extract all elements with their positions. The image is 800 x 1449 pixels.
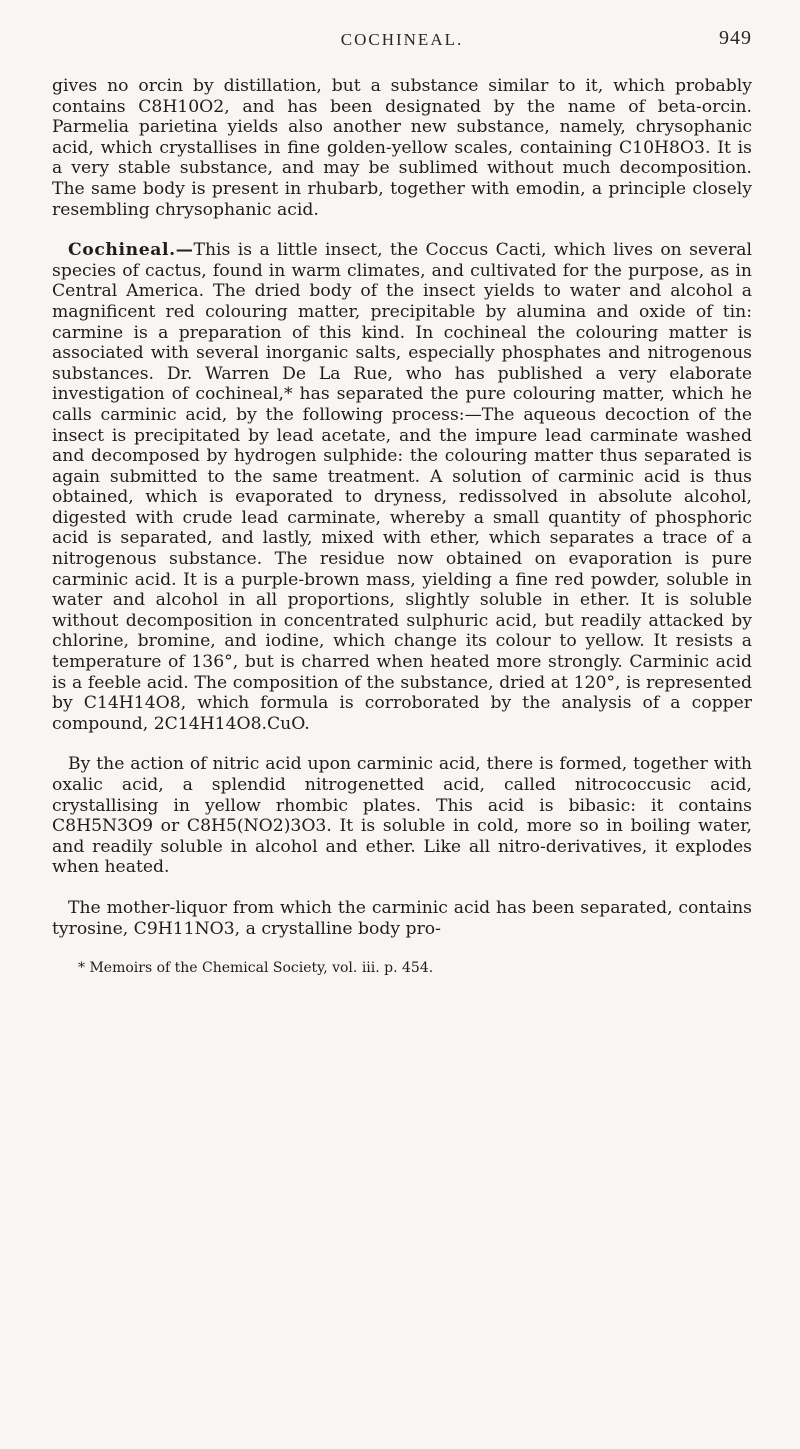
paragraph-nitric-acid: By the action of nitric acid upon carminic acid, there is formed, together with oxalic acid, a splendid nitrogenetted acid, called nitrococcusic acid, crystallising in yellow rhombic plates. This acid is bibasic: it contains C8H5N3O9 or C8H5(NO2)3O3. It is soluble in cold, more so in boiling water, and readily soluble in alcohol and ether. Like all nitro-derivatives, it explodes when heated. — [52, 754, 752, 878]
page-number: 949 — [719, 27, 752, 49]
paragraph-cochineal-text: This is a little insect, the Coccus Cacti, which lives on several species of cactus, found in warm climates, and cultivated for the purpose, as in Central America. The dried body of the insect yields to water and alcohol a magnificent red colouring matter, precipitable by alumina and oxide of tin: carmine is a preparation of this kind. In cochineal the colouring matter is associated with several inorganic salts, especially phosphates and nitrogenous substances. Dr. Warren De La Rue, who has published a very elaborate investigation of cochineal,* has separated the pure colouring matter, which he calls carminic acid, by the following process:—The aqueous decoction of the insect is precipitated by lead acetate, and the impure lead carminate washed and decomposed by hydrogen sulphide: the colouring matter thus separated is again submitted to the same treatment. A solution of carminic acid is thus obtained, which is evaporated to dryness, redissolved in absolute alcohol, digested with crude lead carminate, whereby a small quantity of phosphoric acid is separated, and lastly, mixed with ether, which separates a trace of a nitrogenous substance. The residue now obtained on evaporation is pure carminic acid. It is a purple-brown mass, yielding a fine red powder, soluble in water and alcohol in all proportions, slightly soluble in ether. It is soluble without decomposition in concentrated sulphuric acid, but readily attacked by chlorine, bromine, and iodine, which change its colour to yellow. It resists a temperature of 136°, but is charred when heated more strongly. Carminic acid is a feeble acid. The composition of the substance, dried at 120°, is represented by C14H14O8, which formula is corroborated by the analysis of a copper compound, 2C14H14O8.CuO. — [52, 240, 752, 734]
paragraph-cochineal — [52, 240, 752, 734]
paragraph-continuation: gives no orcin by distillation, but a substance similar to it, which probably contains C8H10O2, and has been designated by the name of beta-orcin. Parmelia parietina yields also another new substance, namely, chrysophanic acid, which crystallises in fine golden-yellow scales, containing C10H8O3. It is a very stable substance, and may be sublimed without much decomposition. The same body is present in rhubarb, together with emodin, a principle closely resembling chrysophanic acid. — [52, 76, 752, 220]
book-page — [52, 27, 752, 1430]
paragraph-mother-liquor: The mother-liquor from which the carminic acid has been separated, contains tyrosine, C9H11NO3, a crystalline body pro- — [52, 897, 752, 939]
section-heading: Cochineal.— — [68, 240, 194, 261]
page-header — [52, 27, 752, 76]
running-title: COCHINEAL. — [340, 30, 464, 49]
footnote: * Memoirs of the Chemical Society, vol. iii. p. 454. — [78, 960, 434, 977]
body-text — [52, 76, 752, 939]
